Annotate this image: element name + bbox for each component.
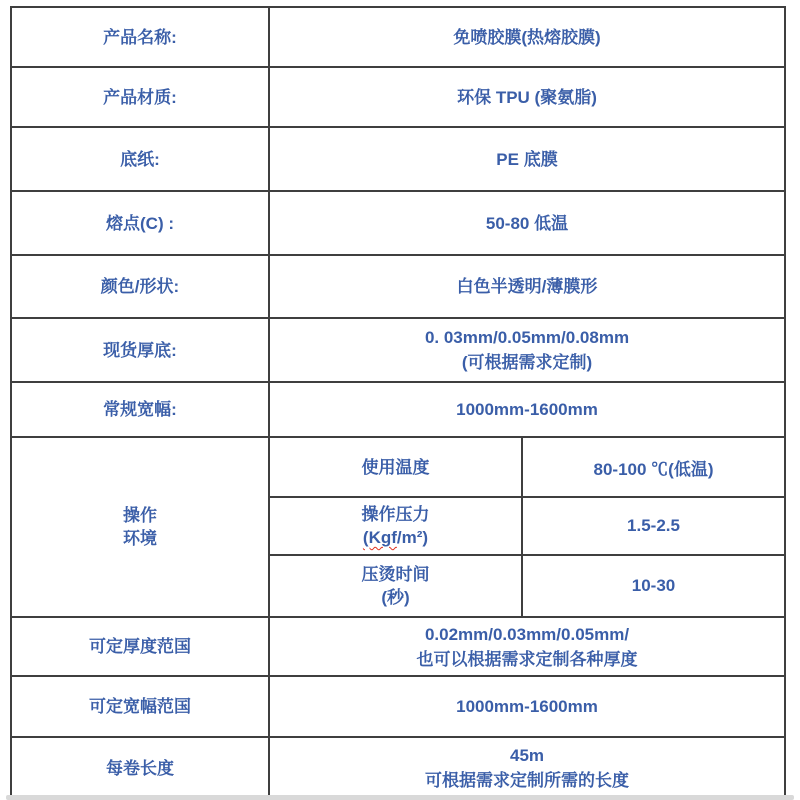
- row-roll-length: [12, 738, 784, 798]
- press-time-value: 10-30: [631, 576, 676, 595]
- bottom-edge-band: [6, 795, 794, 800]
- operating-pressure-value: 1.5-2.5: [627, 516, 680, 535]
- color-shape-label: 颜色/形状:: [12, 256, 270, 317]
- roll-length-value-line2: 可根据需求定制所需的长度: [425, 771, 629, 790]
- row-operating-environment: [12, 438, 784, 618]
- row-custom-width: [12, 677, 784, 738]
- row-standard-width: [12, 383, 784, 438]
- stock-thickness-value-line2: (可根据需求定制): [461, 353, 593, 372]
- operating-environment-label-line1: 操作: [123, 506, 157, 525]
- product-name-value: 免喷胶膜(热熔胶膜): [453, 27, 601, 47]
- row-material: [12, 68, 784, 128]
- row-stock-thickness: [12, 319, 784, 383]
- operating-environment-subtable: [270, 438, 784, 616]
- custom-width-label: 可定宽幅范国: [12, 677, 270, 736]
- roll-length-label: 每卷长度: [12, 738, 270, 798]
- operating-pressure-label: [270, 498, 523, 554]
- operating-pressure-label-line1: 操作压力: [361, 505, 430, 524]
- row-melting-point: [12, 192, 784, 256]
- row-color-shape: [12, 256, 784, 319]
- product-spec-table: [10, 6, 786, 800]
- press-time-unit: (秒): [381, 588, 410, 607]
- spellcheck-underline: (Kgf: [362, 528, 397, 547]
- operating-environment-label: [12, 438, 270, 616]
- press-time-label-line1: 压烫时间: [361, 565, 430, 584]
- use-temperature-value: 80-100 ℃(低温): [593, 459, 714, 479]
- liner-label: 底纸:: [12, 128, 270, 190]
- standard-width-label: 常规宽幅:: [12, 383, 270, 436]
- custom-thickness-value-line1: 0.02mm/0.03mm/0.05mm/: [424, 624, 630, 644]
- melting-point-value: 50-80 低温: [485, 213, 569, 233]
- custom-thickness-value-line2: 也可以根据需求定制各种厚度: [416, 649, 638, 669]
- custom-thickness-label: 可定厚度范国: [12, 618, 270, 675]
- material-label: 产品材质:: [12, 68, 270, 126]
- subrow-press-time: [270, 556, 784, 616]
- row-liner: [12, 128, 784, 192]
- row-product-name: [12, 8, 784, 68]
- product-name-label: 产品名称:: [12, 8, 270, 66]
- melting-point-label: 熔点(C) :: [12, 192, 270, 254]
- subrow-operating-pressure: [270, 498, 784, 556]
- row-custom-thickness: [12, 618, 784, 677]
- roll-length-value-line1: 45m: [509, 746, 545, 765]
- material-value: 环保 TPU (聚氨脂): [457, 87, 597, 107]
- use-temperature-label: 使用温度: [270, 438, 523, 496]
- stock-thickness-value-line1: 0. 03mm/0.05mm/0.08mm: [424, 328, 630, 347]
- subrow-use-temperature: [270, 438, 784, 498]
- liner-value: PE 底膜: [496, 149, 558, 169]
- operating-environment-label-line2: 环境: [123, 529, 157, 548]
- stock-thickness-label: 现货厚底:: [12, 319, 270, 381]
- press-time-label: [270, 556, 523, 616]
- operating-pressure-unit: (Kgf/m²): [362, 528, 429, 547]
- color-shape-value: 白色半透明/薄膜形: [456, 277, 598, 296]
- custom-width-value: 1000mm-1600mm: [456, 697, 598, 716]
- standard-width-value: 1000mm-1600mm: [456, 400, 598, 419]
